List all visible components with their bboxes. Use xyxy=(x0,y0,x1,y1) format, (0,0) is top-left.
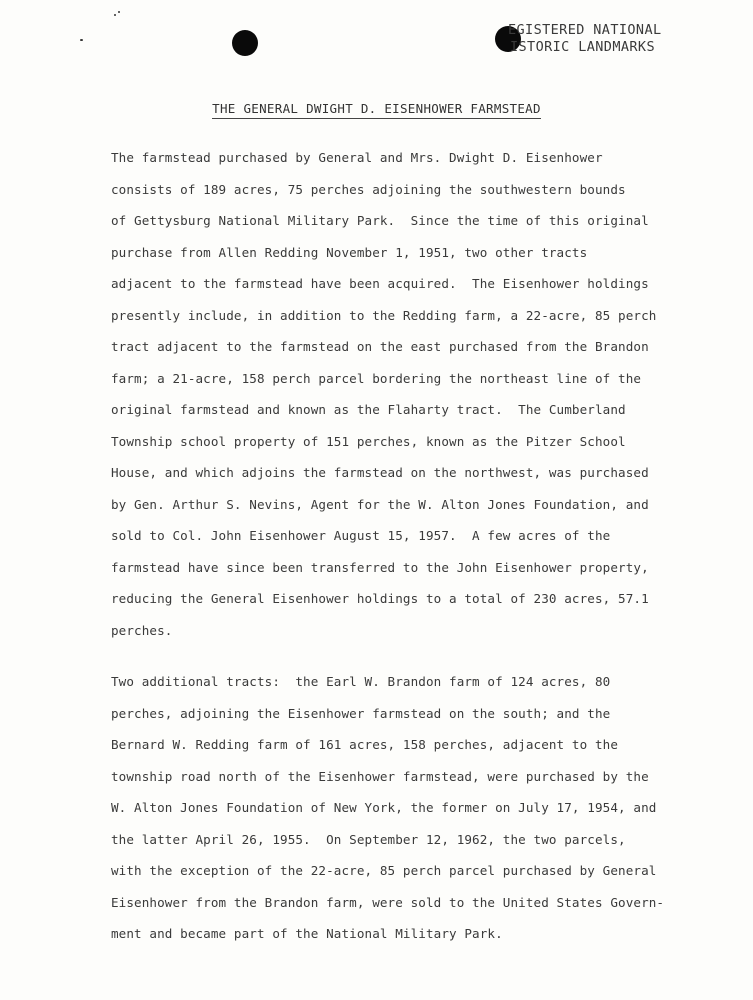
stamp-line-2: ISTORIC LANDMARKS xyxy=(510,39,655,55)
paragraph-line: W. Alton Jones Foundation of New York, the former on July 17, 1954, and xyxy=(111,800,657,815)
paragraph-line: perches. xyxy=(111,622,173,638)
stamp-line-1: EGISTERED NATIONAL xyxy=(508,22,662,38)
paragraph-line: Township school property of 151 perches, known as the Pitzer School xyxy=(111,433,626,449)
paragraph-line: of Gettysburg National Military Park. Since the time of this original xyxy=(111,213,649,228)
paragraph-line: the latter April 26, 1955. On September 12, 1962, the two parcels, xyxy=(111,831,626,847)
paragraph-line: farm; a 21-acre, 158 perch parcel bordering the northeast line of the xyxy=(111,370,642,386)
punch-hole-left xyxy=(232,30,258,56)
document-title xyxy=(0,101,753,119)
paragraph-1 xyxy=(111,142,691,646)
paragraph-line: farmstead have since been transferred to the John Eisenhower property, xyxy=(111,559,649,575)
paragraph-line: reducing the General Eisenhower holdings to a total of 230 acres, 57.1 xyxy=(111,591,649,606)
ink-speck xyxy=(80,39,83,41)
paragraph-line: original farmstead and known as the Flaharty tract. The Cumberland xyxy=(111,402,626,417)
ink-speck xyxy=(114,14,116,16)
paragraph-line: Two additional tracts: the Earl W. Brandon farm of 124 acres, 80 xyxy=(111,674,611,689)
paragraph-line: adjacent to the farmstead have been acquired. The Eisenhower holdings xyxy=(111,276,649,291)
paragraph-line: Bernard W. Redding farm of 161 acres, 158 perches, adjacent to the xyxy=(111,737,619,752)
document-title-text: THE GENERAL DWIGHT D. EISENHOWER FARMSTEAD xyxy=(212,101,541,119)
paragraph-line: perches, adjoining the Eisenhower farmstead on the south; and the xyxy=(111,705,611,721)
paragraph-line: House, and which adjoins the farmstead on the northwest, was purchased xyxy=(111,465,649,480)
landmark-stamp xyxy=(508,22,662,56)
paragraph-line: with the exception of the 22-acre, 85 perch parcel purchased by General xyxy=(111,863,657,878)
paragraph-line: township road north of the Eisenhower farmstead, were purchased by the xyxy=(111,768,649,784)
paragraph-line: by Gen. Arthur S. Nevins, Agent for the W. Alton Jones Foundation, and xyxy=(111,496,649,512)
paragraph-line: The farmstead purchased by General and Mrs. Dwight D. Eisenhower xyxy=(111,150,603,165)
paragraph-line: presently include, in addition to the Redding farm, a 22-acre, 85 perch xyxy=(111,307,657,323)
paragraph-2 xyxy=(111,666,691,950)
paragraph-line: ment and became part of the National Military Park. xyxy=(111,926,503,941)
paragraph-line: tract adjacent to the farmstead on the east purchased from the Brandon xyxy=(111,339,649,354)
paragraph-line: purchase from Allen Redding November 1, 1951, two other tracts xyxy=(111,244,588,260)
paragraph-line: consists of 189 acres, 75 perches adjoining the southwestern bounds xyxy=(111,181,626,197)
paragraph-line: sold to Col. John Eisenhower August 15, 1957. A few acres of the xyxy=(111,528,611,543)
ink-speck xyxy=(118,11,120,13)
paragraph-line: Eisenhower from the Brandon farm, were sold to the United States Govern- xyxy=(111,894,665,910)
